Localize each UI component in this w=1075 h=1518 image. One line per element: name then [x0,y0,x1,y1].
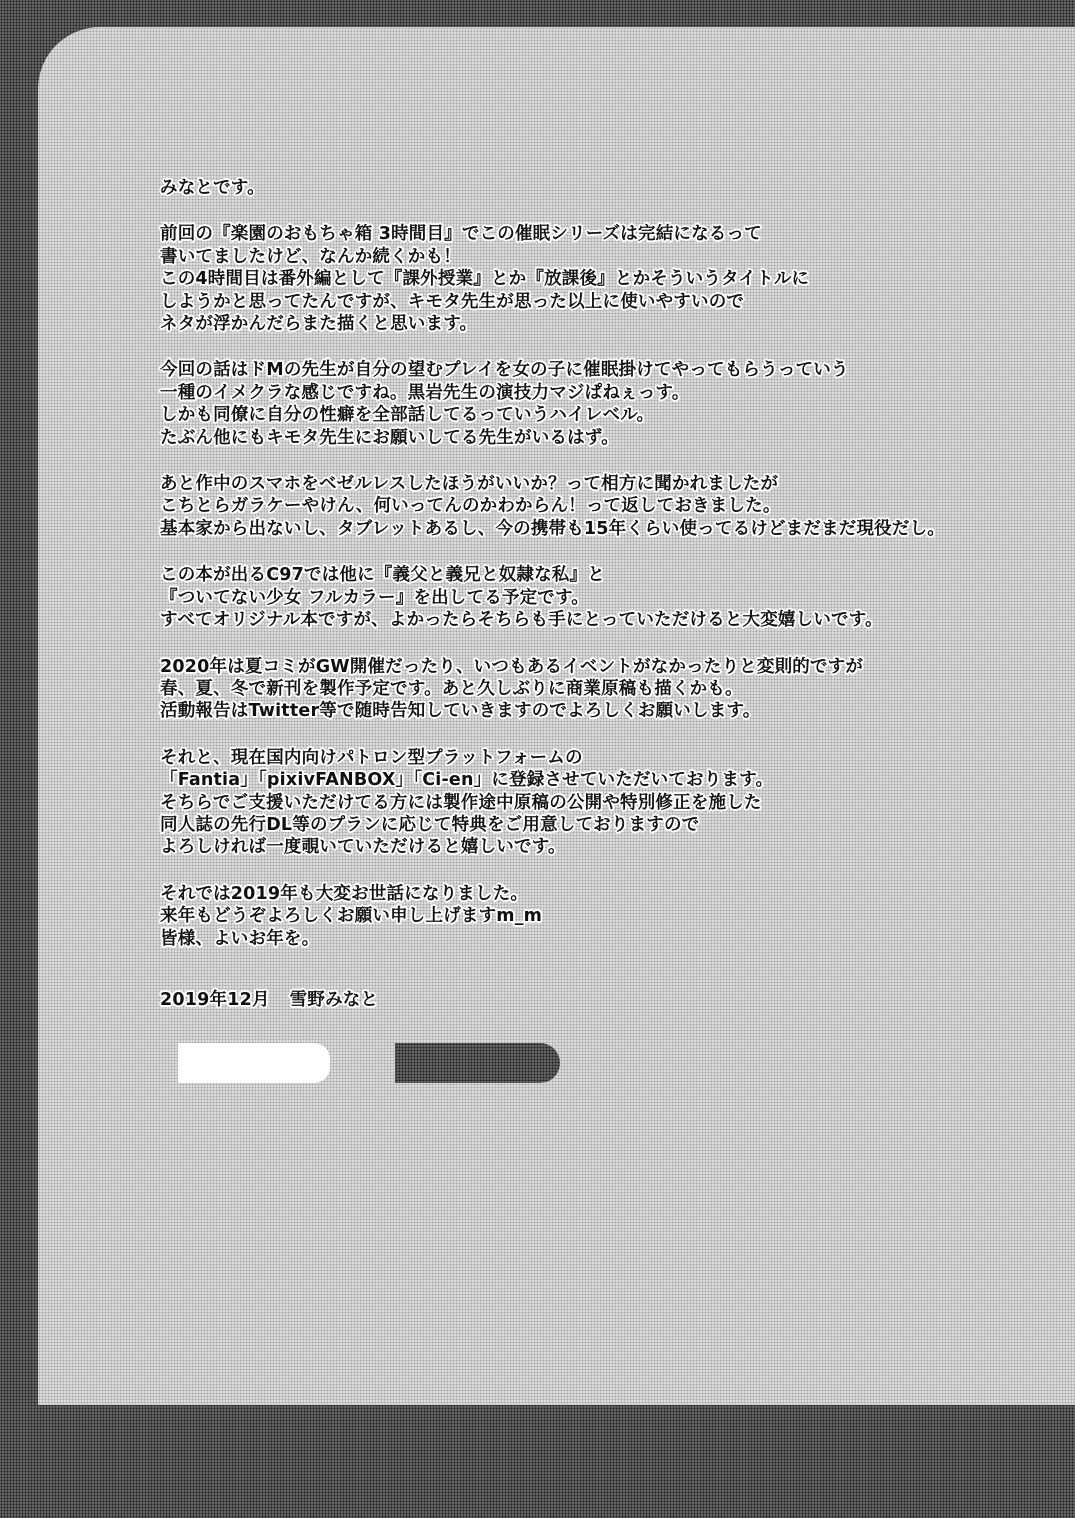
text-line: 春、夏、冬で新刊を製作予定です。あと久しぶりに商業原稿も描くかも。 [160,678,743,699]
text-line: よろしければ一度覗いていただけると嬉しいです。 [160,837,566,858]
white-label-tab [178,1043,330,1083]
paragraph-c97-note [160,564,1040,631]
text-line: 『ついてない少女 フルカラー』を出してる予定です。 [160,587,589,608]
text-line: 活動報告はTwitter等で随時告知していきますのでよろしくお願いします。 [160,701,761,722]
text-line: それと、現在国内向けパトロン型プラットフォームの [160,747,583,768]
text-line: すべてオリジナル本ですが、よかったらそちらも手にとっていただけると大変嬉しいです。 [160,610,883,631]
text-line: 同人誌の先行DL等のプランに応じて特典をご用意しておりますので [160,814,700,835]
afterword-text [160,177,1040,974]
signature-line [160,990,378,1010]
text-line: 基本家から出ないし、タブレットあるし、今の携帯も15年くらい使ってるけどまだまだ現役だし。 [160,518,945,539]
paragraph-series-note [160,223,1040,335]
text-line: みなとです。 [160,178,265,198]
signature-date: 2019年12月 [160,990,270,1010]
text-line: ネタが浮かんだらまた描くと思います。 [160,314,478,335]
text-line: この本が出るC97では他に『義父と義兄と奴隷な私』と [160,565,605,586]
text-line: しかも同僚に自分の性癖を全部話してるっていうハイレベル。 [160,405,655,426]
text-line: それでは2019年も大変お世話になりました。 [160,883,529,904]
text-line: 一種のイメクラな感じですね。黒岩先生の演技力マジぱねぇっす。 [160,382,690,403]
paragraph-patron-note [160,747,1040,859]
paragraph-phone-note [160,473,1040,540]
paragraph-closing [160,883,1040,950]
signature [160,989,378,1011]
text-line: あと作中のスマホをベゼルレスしたほうがいいか？って相方に聞かれましたが [160,474,779,495]
page-panel [38,27,1075,1405]
text-line: この4時間目は番外編として『課外授業』とか『放課後』とかそういうタイトルに [160,269,810,290]
text-line: 書いてましたけど、なんか続くかも！ [160,246,461,267]
paragraph-story-note [160,359,1040,449]
text-line: 前回の『楽園のおもちゃ箱 3時間目』でこの催眠シリーズは完結になるって [160,224,762,245]
text-line: 皆様、よいお年を。 [160,928,320,949]
paragraph-greeting [160,177,1040,199]
paragraph-2020-plans [160,656,1040,723]
signature-author: 雪野みなと [289,990,379,1010]
text-line: しようかと思ってたんですが、キモタ先生が思った以上に使いやすいので [160,291,745,312]
text-line: 今回の話はドMの先生が自分の望むプレイを女の子に催眠掛けてやってもらうっていう [160,360,849,381]
text-line: 2020年は夏コミがGW開催だったり、いつもあるイベントがなかったりと変則的ですが [160,656,864,677]
text-line: たぶん他にもキモタ先生にお願いしてる先生がいるはず。 [160,427,619,448]
text-line: そちらでご支援いただけてる方には製作途中原稿の公開や特別修正を施した [160,792,762,813]
dark-label-tab [395,1043,560,1083]
text-line: 来年もどうぞよろしくお願い申し上げますm_m [160,906,543,927]
text-line: 「Fantia」「pixivFANBOX」「Ci-en」に登録させていただいております。 [160,770,774,791]
text-line: こちとらガラケーやけん、何いってんのかわからん！って返しておきました。 [160,496,781,517]
